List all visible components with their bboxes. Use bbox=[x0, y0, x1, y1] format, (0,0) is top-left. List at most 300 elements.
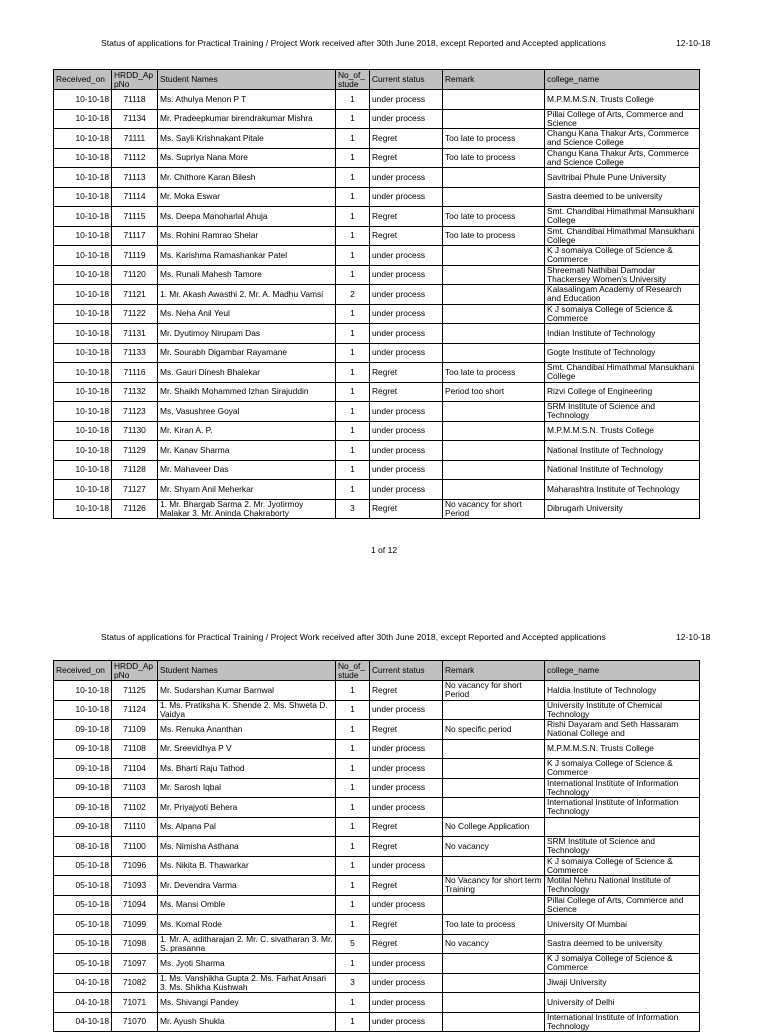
cell-college-name: International Institute of Information Technology bbox=[545, 798, 700, 818]
cell-current-status: under process bbox=[370, 480, 443, 500]
cell-app-no: 71070 bbox=[112, 1012, 158, 1032]
header-remark: Remark bbox=[443, 70, 545, 90]
cell-remark: No vacancy for short Period bbox=[443, 681, 545, 701]
cell-college-name: Changu Kana Thakur Arts, Commerce and Science College bbox=[545, 148, 700, 168]
cell-app-no: 71110 bbox=[112, 817, 158, 837]
cell-student-names: Ms. Nikita B. Thawarkar bbox=[158, 856, 336, 876]
cell-app-no: 71129 bbox=[112, 441, 158, 461]
table-row bbox=[54, 441, 700, 461]
cell-app-no: 71122 bbox=[112, 304, 158, 324]
cell-no-of-students: 1 bbox=[336, 876, 370, 896]
table-row bbox=[54, 187, 700, 207]
cell-college-name: SRM Institute of Science and Technology bbox=[545, 837, 700, 857]
header-college-name: college_name bbox=[545, 70, 700, 90]
cell-current-status: Regret bbox=[370, 129, 443, 149]
cell-college-name bbox=[545, 817, 700, 837]
table-row bbox=[54, 993, 700, 1013]
cell-current-status: under process bbox=[370, 856, 443, 876]
cell-received-on: 10-10-18 bbox=[54, 681, 112, 701]
cell-app-no: 71100 bbox=[112, 837, 158, 857]
cell-student-names: Mr. Sreevidhya P V bbox=[158, 739, 336, 759]
cell-current-status: under process bbox=[370, 246, 443, 266]
cell-college-name: K J somaiya College of Science & Commerce bbox=[545, 246, 700, 266]
cell-remark bbox=[443, 187, 545, 207]
table-row bbox=[54, 285, 700, 305]
cell-received-on: 10-10-18 bbox=[54, 382, 112, 402]
cell-received-on: 10-10-18 bbox=[54, 441, 112, 461]
header-no-of-students: No_of_stude bbox=[336, 70, 370, 90]
cell-student-names: Ms. Supriya Nana More bbox=[158, 148, 336, 168]
cell-no-of-students: 1 bbox=[336, 739, 370, 759]
cell-no-of-students: 1 bbox=[336, 700, 370, 720]
cell-student-names: Ms. Alpana Pal bbox=[158, 817, 336, 837]
cell-student-names: Ms. Nimisha Asthana bbox=[158, 837, 336, 857]
cell-student-names: Ms. Athulya Menon P T bbox=[158, 90, 336, 110]
table-row bbox=[54, 934, 700, 954]
cell-received-on: 10-10-18 bbox=[54, 109, 112, 129]
cell-remark bbox=[443, 954, 545, 974]
table-row bbox=[54, 246, 700, 266]
cell-college-name: Smt. Chandibai Himathmal Mansukhani College bbox=[545, 207, 700, 227]
cell-remark: Too late to process bbox=[443, 226, 545, 246]
table-row bbox=[54, 837, 700, 857]
cell-app-no: 71112 bbox=[112, 148, 158, 168]
table-row bbox=[54, 876, 700, 896]
cell-student-names: Ms. Karishma Ramashankar Patel bbox=[158, 246, 336, 266]
cell-remark bbox=[443, 993, 545, 1013]
cell-current-status: Regret bbox=[370, 363, 443, 383]
cell-app-no: 71121 bbox=[112, 285, 158, 305]
cell-app-no: 71117 bbox=[112, 226, 158, 246]
cell-college-name: Gogte Institute of Technology bbox=[545, 343, 700, 363]
cell-no-of-students: 1 bbox=[336, 246, 370, 266]
cell-received-on: 09-10-18 bbox=[54, 778, 112, 798]
cell-college-name: National Institute of Technology bbox=[545, 441, 700, 461]
cell-no-of-students: 1 bbox=[336, 915, 370, 935]
table-row bbox=[54, 720, 700, 740]
cell-no-of-students: 1 bbox=[336, 168, 370, 188]
cell-student-names: Ms. Jyoti Sharma bbox=[158, 954, 336, 974]
cell-received-on: 10-10-18 bbox=[54, 700, 112, 720]
cell-current-status: Regret bbox=[370, 382, 443, 402]
cell-no-of-students: 1 bbox=[336, 187, 370, 207]
cell-current-status: Regret bbox=[370, 837, 443, 857]
cell-current-status: under process bbox=[370, 109, 443, 129]
cell-current-status: Regret bbox=[370, 720, 443, 740]
cell-student-names: 1. Mr. Akash Awasthi 2. Mr. A. Madhu Vamsi bbox=[158, 285, 336, 305]
cell-remark: Too late to process bbox=[443, 915, 545, 935]
cell-student-names: Mr. Shaikh Mohammed Izhan Sirajuddin bbox=[158, 382, 336, 402]
cell-college-name: Sastra deemed to be university bbox=[545, 934, 700, 954]
table-row bbox=[54, 226, 700, 246]
cell-student-names: 1. Mr. A. aditharajan 2. Mr. C. sivatharan 3. Mr. S. prasanna bbox=[158, 934, 336, 954]
cell-app-no: 71102 bbox=[112, 798, 158, 818]
cell-app-no: 71094 bbox=[112, 895, 158, 915]
cell-current-status: under process bbox=[370, 402, 443, 422]
cell-remark: No vacancy for short Period bbox=[443, 499, 545, 519]
cell-current-status: Regret bbox=[370, 207, 443, 227]
cell-college-name: Shreemati Nathibai Damodar Thackersey Women's University bbox=[545, 265, 700, 285]
cell-no-of-students: 1 bbox=[336, 817, 370, 837]
cell-received-on: 05-10-18 bbox=[54, 934, 112, 954]
cell-current-status: Regret bbox=[370, 817, 443, 837]
table-row bbox=[54, 207, 700, 227]
cell-college-name: Changu Kana Thakur Arts, Commerce and Science College bbox=[545, 129, 700, 149]
cell-current-status: under process bbox=[370, 798, 443, 818]
cell-received-on: 04-10-18 bbox=[54, 1012, 112, 1032]
table-row bbox=[54, 148, 700, 168]
cell-college-name: Pillai College of Arts, Commerce and Science bbox=[545, 109, 700, 129]
cell-app-no: 71103 bbox=[112, 778, 158, 798]
cell-current-status: under process bbox=[370, 168, 443, 188]
cell-no-of-students: 1 bbox=[336, 1012, 370, 1032]
cell-college-name: M.P.M.M.S.N. Trusts College bbox=[545, 90, 700, 110]
cell-remark bbox=[443, 90, 545, 110]
cell-no-of-students: 1 bbox=[336, 759, 370, 779]
cell-no-of-students: 1 bbox=[336, 402, 370, 422]
cell-remark bbox=[443, 441, 545, 461]
cell-received-on: 10-10-18 bbox=[54, 246, 112, 266]
cell-student-names: Mr. Kiran A. P. bbox=[158, 421, 336, 441]
cell-current-status: under process bbox=[370, 700, 443, 720]
cell-received-on: 10-10-18 bbox=[54, 148, 112, 168]
cell-app-no: 71096 bbox=[112, 856, 158, 876]
table-body-page-2 bbox=[54, 681, 700, 1032]
cell-remark: No vacancy bbox=[443, 837, 545, 857]
cell-current-status: under process bbox=[370, 324, 443, 344]
cell-student-names: 1. Ms. Pratiksha K. Shende 2. Ms. Shweta D. Vaidya bbox=[158, 700, 336, 720]
cell-received-on: 10-10-18 bbox=[54, 129, 112, 149]
cell-student-names: Mr. Dyutimoy Nirupam Das bbox=[158, 324, 336, 344]
cell-remark bbox=[443, 973, 545, 993]
cell-remark bbox=[443, 304, 545, 324]
table-row bbox=[54, 973, 700, 993]
cell-student-names: Mr. Kanav Sharma bbox=[158, 441, 336, 461]
cell-student-names: Mr. Priyajyoti Behera bbox=[158, 798, 336, 818]
cell-college-name: Kalasalingam Academy of Research and Education bbox=[545, 285, 700, 305]
cell-college-name: Indian Institute of Technology bbox=[545, 324, 700, 344]
cell-college-name: Maharashtra Institute of Technology bbox=[545, 480, 700, 500]
table-row bbox=[54, 382, 700, 402]
cell-remark bbox=[443, 798, 545, 818]
cell-remark bbox=[443, 324, 545, 344]
cell-college-name: K J somaiya College of Science & Commerce bbox=[545, 304, 700, 324]
table-row bbox=[54, 895, 700, 915]
cell-received-on: 10-10-18 bbox=[54, 187, 112, 207]
header-remark: Remark bbox=[443, 661, 545, 681]
cell-current-status: under process bbox=[370, 441, 443, 461]
cell-college-name: K J somaiya College of Science & Commerce bbox=[545, 954, 700, 974]
cell-current-status: Regret bbox=[370, 681, 443, 701]
cell-current-status: Regret bbox=[370, 915, 443, 935]
cell-received-on: 10-10-18 bbox=[54, 499, 112, 519]
cell-received-on: 09-10-18 bbox=[54, 798, 112, 818]
cell-student-names: 1. Mr. Bhargab Sarma 2. Mr. Jyotirmoy Malakar 3. Mr. Aninda Chakraborty bbox=[158, 499, 336, 519]
cell-received-on: 10-10-18 bbox=[54, 304, 112, 324]
cell-remark bbox=[443, 895, 545, 915]
cell-received-on: 10-10-18 bbox=[54, 343, 112, 363]
cell-current-status: under process bbox=[370, 739, 443, 759]
cell-current-status: under process bbox=[370, 973, 443, 993]
cell-no-of-students: 1 bbox=[336, 993, 370, 1013]
cell-received-on: 10-10-18 bbox=[54, 265, 112, 285]
table-row bbox=[54, 402, 700, 422]
cell-student-names: 1. Ms. Vanshikha Gupta 2. Ms. Farhat Ansari 3. Ms. Shikha Kushwah bbox=[158, 973, 336, 993]
cell-remark bbox=[443, 285, 545, 305]
table-row bbox=[54, 778, 700, 798]
cell-received-on: 10-10-18 bbox=[54, 285, 112, 305]
cell-student-names: Ms. Renuka Ananthan bbox=[158, 720, 336, 740]
cell-app-no: 71108 bbox=[112, 739, 158, 759]
cell-current-status: under process bbox=[370, 343, 443, 363]
cell-remark bbox=[443, 739, 545, 759]
cell-app-no: 71097 bbox=[112, 954, 158, 974]
cell-student-names: Mr. Shyam Anil Meherkar bbox=[158, 480, 336, 500]
table-row bbox=[54, 460, 700, 480]
table-row bbox=[54, 499, 700, 519]
cell-remark: No College Application bbox=[443, 817, 545, 837]
applications-table-page-2 bbox=[53, 660, 700, 1032]
cell-no-of-students: 1 bbox=[336, 109, 370, 129]
cell-received-on: 05-10-18 bbox=[54, 895, 112, 915]
cell-received-on: 10-10-18 bbox=[54, 207, 112, 227]
table-row bbox=[54, 168, 700, 188]
cell-app-no: 71125 bbox=[112, 681, 158, 701]
cell-app-no: 71118 bbox=[112, 90, 158, 110]
table-row bbox=[54, 421, 700, 441]
table-row bbox=[54, 265, 700, 285]
cell-college-name: Jiwaji University bbox=[545, 973, 700, 993]
cell-received-on: 10-10-18 bbox=[54, 90, 112, 110]
cell-current-status: under process bbox=[370, 954, 443, 974]
cell-no-of-students: 1 bbox=[336, 324, 370, 344]
cell-student-names: Mr. Devendra Varma bbox=[158, 876, 336, 896]
cell-received-on: 05-10-18 bbox=[54, 954, 112, 974]
cell-app-no: 71114 bbox=[112, 187, 158, 207]
table-row bbox=[54, 304, 700, 324]
cell-student-names: Mr. Sarosh Iqbal bbox=[158, 778, 336, 798]
cell-app-no: 71116 bbox=[112, 363, 158, 383]
table-row bbox=[54, 681, 700, 701]
cell-college-name: Dibrugarh University bbox=[545, 499, 700, 519]
table-row bbox=[54, 129, 700, 149]
cell-current-status: under process bbox=[370, 460, 443, 480]
cell-current-status: under process bbox=[370, 285, 443, 305]
table-row bbox=[54, 954, 700, 974]
cell-current-status: under process bbox=[370, 90, 443, 110]
cell-received-on: 10-10-18 bbox=[54, 226, 112, 246]
header-app-no: HRDD_AppNo bbox=[112, 70, 158, 90]
cell-student-names: Mr. Mahaveer Das bbox=[158, 460, 336, 480]
table-row bbox=[54, 739, 700, 759]
cell-student-names: Ms. Runali Mahesh Tamore bbox=[158, 265, 336, 285]
cell-current-status: under process bbox=[370, 778, 443, 798]
cell-received-on: 05-10-18 bbox=[54, 915, 112, 935]
cell-remark bbox=[443, 265, 545, 285]
cell-student-names: Mr. Chithore Karan Bilesh bbox=[158, 168, 336, 188]
table-row bbox=[54, 700, 700, 720]
cell-college-name: Sastra deemed to be university bbox=[545, 187, 700, 207]
cell-app-no: 71130 bbox=[112, 421, 158, 441]
cell-no-of-students: 3 bbox=[336, 499, 370, 519]
cell-no-of-students: 1 bbox=[336, 954, 370, 974]
cell-app-no: 71126 bbox=[112, 499, 158, 519]
cell-remark bbox=[443, 421, 545, 441]
cell-app-no: 71115 bbox=[112, 207, 158, 227]
cell-no-of-students: 1 bbox=[336, 421, 370, 441]
cell-no-of-students: 1 bbox=[336, 720, 370, 740]
cell-remark bbox=[443, 246, 545, 266]
cell-no-of-students: 1 bbox=[336, 226, 370, 246]
cell-college-name: Smt. Chandibai Himathmal Mansukhani College bbox=[545, 363, 700, 383]
cell-received-on: 04-10-18 bbox=[54, 973, 112, 993]
cell-college-name: Haldia Institute of Technology bbox=[545, 681, 700, 701]
table-row bbox=[54, 363, 700, 383]
table-row bbox=[54, 759, 700, 779]
cell-college-name: Rizvi College of Engineering bbox=[545, 382, 700, 402]
cell-remark bbox=[443, 168, 545, 188]
cell-no-of-students: 1 bbox=[336, 895, 370, 915]
cell-current-status: Regret bbox=[370, 148, 443, 168]
table-row bbox=[54, 856, 700, 876]
cell-no-of-students: 3 bbox=[336, 973, 370, 993]
cell-no-of-students: 1 bbox=[336, 304, 370, 324]
cell-no-of-students: 1 bbox=[336, 480, 370, 500]
table-body-page-1 bbox=[54, 90, 700, 519]
cell-no-of-students: 1 bbox=[336, 798, 370, 818]
cell-no-of-students: 1 bbox=[336, 837, 370, 857]
cell-remark: Too late to process bbox=[443, 207, 545, 227]
cell-app-no: 71109 bbox=[112, 720, 158, 740]
cell-student-names: Ms. Bharti Raju Tathod bbox=[158, 759, 336, 779]
cell-college-name: International Institute of Information Technology bbox=[545, 778, 700, 798]
cell-remark: Too late to process bbox=[443, 363, 545, 383]
table-header-row bbox=[54, 661, 700, 681]
cell-college-name: Savitribai Phule Pune University bbox=[545, 168, 700, 188]
cell-received-on: 09-10-18 bbox=[54, 739, 112, 759]
cell-student-names: Mr. Sourabh Digambar Rayamane bbox=[158, 343, 336, 363]
cell-app-no: 71113 bbox=[112, 168, 158, 188]
cell-app-no: 71071 bbox=[112, 993, 158, 1013]
cell-no-of-students: 2 bbox=[336, 285, 370, 305]
cell-received-on: 08-10-18 bbox=[54, 837, 112, 857]
cell-current-status: under process bbox=[370, 421, 443, 441]
cell-no-of-students: 1 bbox=[336, 265, 370, 285]
cell-current-status: under process bbox=[370, 304, 443, 324]
table-row bbox=[54, 798, 700, 818]
applications-table-page-1 bbox=[53, 69, 700, 519]
cell-student-names: Ms. Sayli Krishnakant Pitale bbox=[158, 129, 336, 149]
cell-student-names: Mr. Sudarshan Kumar Barnwal bbox=[158, 681, 336, 701]
cell-remark: Too late to process bbox=[443, 148, 545, 168]
cell-no-of-students: 1 bbox=[336, 129, 370, 149]
document-date: 12-10-18 bbox=[676, 632, 711, 642]
cell-app-no: 71131 bbox=[112, 324, 158, 344]
header-college-name: college_name bbox=[545, 661, 700, 681]
cell-remark bbox=[443, 343, 545, 363]
cell-college-name: M.P.M.M.S.N. Trusts College bbox=[545, 421, 700, 441]
cell-remark: Period too short bbox=[443, 382, 545, 402]
cell-current-status: Regret bbox=[370, 499, 443, 519]
document-title: Status of applications for Practical Training / Project Work received after 30th June 2018, except Reported and Accepted applications bbox=[101, 38, 606, 48]
cell-college-name: M.P.M.M.S.N. Trusts College bbox=[545, 739, 700, 759]
table-row bbox=[54, 817, 700, 837]
cell-no-of-students: 1 bbox=[336, 681, 370, 701]
cell-current-status: under process bbox=[370, 187, 443, 207]
cell-student-names: Mr. Moka Eswar bbox=[158, 187, 336, 207]
cell-current-status: under process bbox=[370, 1012, 443, 1032]
cell-received-on: 10-10-18 bbox=[54, 421, 112, 441]
cell-app-no: 71127 bbox=[112, 480, 158, 500]
document-title: Status of applications for Practical Training / Project Work received after 30th June 2018, except Reported and Accepted applications bbox=[101, 632, 606, 642]
cell-app-no: 71093 bbox=[112, 876, 158, 896]
cell-received-on: 05-10-18 bbox=[54, 876, 112, 896]
cell-remark: Too late to process bbox=[443, 129, 545, 149]
header-app-no: HRDD_AppNo bbox=[112, 661, 158, 681]
cell-college-name: Rishi Dayaram and Seth Hassaram National College and bbox=[545, 720, 700, 740]
cell-app-no: 71123 bbox=[112, 402, 158, 422]
cell-current-status: under process bbox=[370, 759, 443, 779]
table-row bbox=[54, 915, 700, 935]
cell-app-no: 71104 bbox=[112, 759, 158, 779]
cell-app-no: 71133 bbox=[112, 343, 158, 363]
cell-no-of-students: 1 bbox=[336, 207, 370, 227]
cell-student-names: Ms. Mansi Omble bbox=[158, 895, 336, 915]
cell-remark: No Vacancy for short term Training bbox=[443, 876, 545, 896]
header-student-names: Student Names bbox=[158, 70, 336, 90]
cell-received-on: 09-10-18 bbox=[54, 759, 112, 779]
cell-current-status: under process bbox=[370, 895, 443, 915]
header-student-names: Student Names bbox=[158, 661, 336, 681]
cell-current-status: Regret bbox=[370, 876, 443, 896]
page-number: 1 of 12 bbox=[370, 545, 398, 555]
cell-app-no: 71119 bbox=[112, 246, 158, 266]
cell-received-on: 10-10-18 bbox=[54, 460, 112, 480]
cell-no-of-students: 5 bbox=[336, 934, 370, 954]
table-row bbox=[54, 109, 700, 129]
cell-college-name: SRM Institute of Science and Technology bbox=[545, 402, 700, 422]
cell-student-names: Mr. Pradeepkumar birendrakumar Mishra bbox=[158, 109, 336, 129]
header-received-on: Received_on bbox=[54, 70, 112, 90]
table-header-row bbox=[54, 70, 700, 90]
table-row bbox=[54, 480, 700, 500]
cell-college-name: K J somaiya College of Science & Commerce bbox=[545, 759, 700, 779]
cell-remark: No specific period bbox=[443, 720, 545, 740]
cell-college-name: University of Delhi bbox=[545, 993, 700, 1013]
cell-remark: No vacancy bbox=[443, 934, 545, 954]
cell-app-no: 71082 bbox=[112, 973, 158, 993]
cell-student-names: Ms. Deepa Manoharlal Ahuja bbox=[158, 207, 336, 227]
cell-college-name: University Institute of Chemical Technology bbox=[545, 700, 700, 720]
cell-college-name: K J somaiya College of Science & Commerce bbox=[545, 856, 700, 876]
cell-remark bbox=[443, 460, 545, 480]
cell-no-of-students: 1 bbox=[336, 441, 370, 461]
cell-app-no: 71134 bbox=[112, 109, 158, 129]
header-no-of-students: No_of_stude bbox=[336, 661, 370, 681]
cell-current-status: under process bbox=[370, 265, 443, 285]
cell-received-on: 09-10-18 bbox=[54, 720, 112, 740]
cell-college-name: University Of Mumbai bbox=[545, 915, 700, 935]
cell-remark bbox=[443, 402, 545, 422]
table-row bbox=[54, 90, 700, 110]
cell-remark bbox=[443, 856, 545, 876]
cell-college-name: Motilal Nehru National Institute of Technology bbox=[545, 876, 700, 896]
cell-no-of-students: 1 bbox=[336, 90, 370, 110]
cell-app-no: 71098 bbox=[112, 934, 158, 954]
cell-app-no: 71132 bbox=[112, 382, 158, 402]
cell-received-on: 10-10-18 bbox=[54, 168, 112, 188]
cell-received-on: 10-10-18 bbox=[54, 402, 112, 422]
